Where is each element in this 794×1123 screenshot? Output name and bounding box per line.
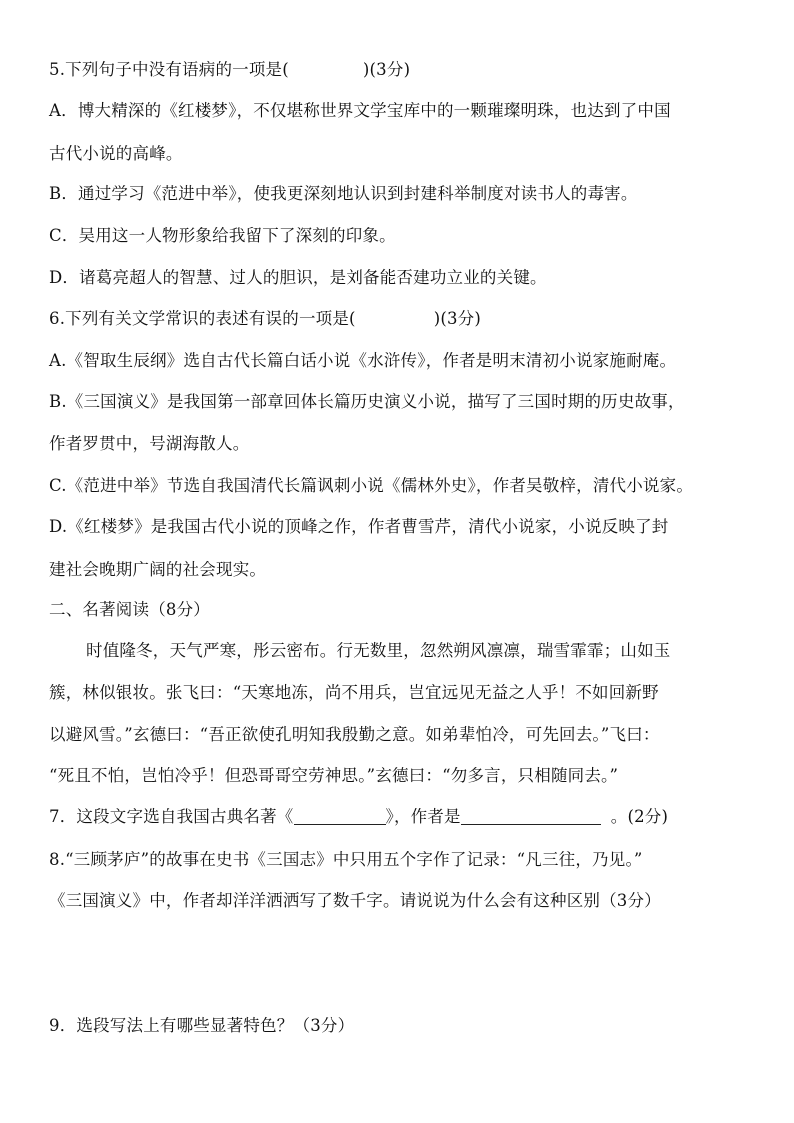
passage-line: 簇，林似银妆。张飞曰：“天寒地冻，尚不用兵，岂宜远见无益之人乎！不如回新野 bbox=[49, 683, 659, 702]
q9: 9．选段写法上有哪些显著特色？（3分） bbox=[49, 1016, 355, 1035]
q5-option-b: B．通过学习《范进中举》，使我更深刻地认识到封建科举制度对读书人的毒害。 bbox=[49, 184, 638, 203]
q6-option-c: C.《范进中举》节选自我国清代长篇讽刺小说《儒林外史》，作者吴敬梓，清代小说家。 bbox=[49, 476, 694, 495]
section-heading: 二、名著阅读（8分） bbox=[49, 600, 210, 619]
q7-score: 。(2分) bbox=[610, 807, 669, 826]
author-blank[interactable] bbox=[461, 808, 601, 825]
q6-option-b: B.《三国演义》是我国第一部章回体长篇历史演义小说，描写了三国时期的历史故事， bbox=[49, 392, 685, 411]
q7-text: 7．这段文字选自我国古典名著《 bbox=[49, 807, 294, 826]
passage-line: “死且不怕，岂怕冷乎！但恐哥哥空劳神思。”玄德曰：“勿多言，只相随同去。” bbox=[49, 766, 619, 785]
q7 bbox=[49, 806, 769, 828]
q6-option-d: D.《红楼梦》是我国古代小说的顶峰之作，作者曹雪芹，清代小说家，小说反映了封 bbox=[49, 517, 669, 536]
passage-line: 时值隆冬，天气严寒，彤云密布。行无数里，忽然朔风凛凛，瑞雪霏霏；山如玉 bbox=[86, 641, 671, 660]
q6-score: )(3分) bbox=[433, 309, 481, 328]
q6-stem-text: 6.下列有关文学常识的表述有误的一项是( bbox=[49, 309, 356, 328]
passage-line: 以避风雪。”玄德曰：“吾正欲使孔明知我殷勤之意。如弟辈怕冷，可先回去。”飞曰： bbox=[49, 725, 660, 744]
q5-score: )(3分) bbox=[362, 60, 411, 79]
q5-stem-text: 5.下列句子中没有语病的一项是( bbox=[49, 60, 289, 79]
q6-option-b-cont: 作者罗贯中，号湖海散人。 bbox=[49, 434, 250, 453]
q6-option-d-cont: 建社会晚期广阔的社会现实。 bbox=[49, 560, 267, 579]
q8-line: 8.“三顾茅庐”的故事在史书《三国志》中只用五个字作了记录：“凡三往，乃见。” bbox=[49, 850, 643, 869]
q6-stem bbox=[49, 308, 769, 330]
q6-option-a: A.《智取生辰纲》选自古代长篇白话小说《水浒传》，作者是明末清初小说家施耐庵。 bbox=[49, 351, 677, 370]
q5-stem bbox=[49, 59, 769, 81]
q5-option-c: C．吴用这一人物形象给我留下了深刻的印象。 bbox=[49, 226, 396, 245]
q5-option-a: A．博大精深的《红楼梦》，不仅堪称世界文学宝库中的一颗璀璨明珠，也达到了中国 bbox=[49, 101, 671, 120]
q5-option-d: D．诸葛亮超人的智慧、过人的胆识，是刘备能否建功立业的关键。 bbox=[49, 268, 547, 287]
q8-line: 《三国演义》中，作者却洋洋洒洒写了数千字。请说说为什么会有这种区别（3分） bbox=[49, 891, 661, 910]
q7-text: 》，作者是 bbox=[385, 807, 461, 826]
book-title-blank[interactable] bbox=[294, 808, 386, 825]
q5-option-a-cont: 古代小说的高峰。 bbox=[49, 144, 183, 163]
